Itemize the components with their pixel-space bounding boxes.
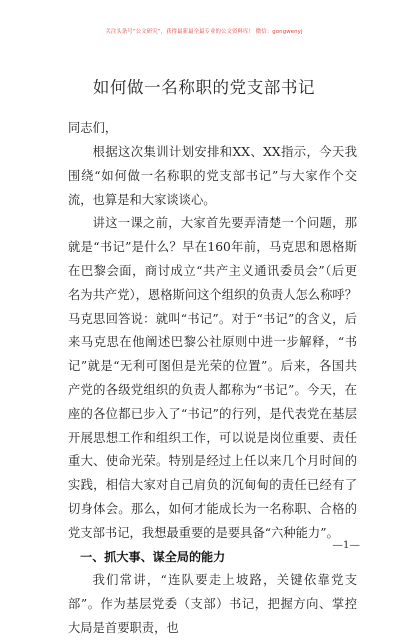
page-number: —1— — [332, 539, 360, 551]
paragraph-intro: 根据这次集训计划安排和XX、XX指示，今天我围绕“如何做一名称职的党支部书记”与大家作个交流，也算是和大家谈谈心。 — [68, 145, 357, 207]
greeting: 同志们， — [68, 121, 118, 135]
document-body — [68, 141, 357, 641]
section-heading: 一、抓大事、谋全局的能力 — [80, 549, 226, 564]
document-title: 如何做一名称职的党支部书记 — [92, 78, 316, 97]
paragraph-section-one: 我们常讲，“连队要走上坡路，关键依靠党支部”。作为基层党委（支部）书记，把握方向、掌控大局是首要职责，也 — [68, 573, 357, 635]
paragraph-secretary-meaning: 讲这一课之前，大家首先要弄清楚一个问题，那就是“书记”是什么？早在160年前，马克思和恩格斯在巴黎会面，商讨成立“共产主义通讯委员会”（后更名为共产党），恩格斯问这个组织的负责人怎么称呼？马克思回答说：就叫“书记”。对于“书记”的含义，后来马克思在他阐述巴黎公社原则中进一步解释，“书记”就是“无利可图但是光荣的位置”。后来，各国共产党的各级党组织的负责人都称为“书记”。今天，在座的各位都已步入了“书记”的行列，是代表党在基层开展思想工作和组织工作，可以说是岗位重要、责任重大、使命光荣。特别是经过上任以来几个月时间的实践，相信大家对自己肩负的沉甸甸的责任已经有了切身体会。那么，如何才能成长为一名称职、合格的党支部书记，我想最重要的是要具备“六种能力”。 — [68, 216, 357, 540]
header-notice: 关注头条号“公文研究”，获得最新最全最专业的公文资料库！ 微信：gongwenyj — [105, 29, 303, 35]
